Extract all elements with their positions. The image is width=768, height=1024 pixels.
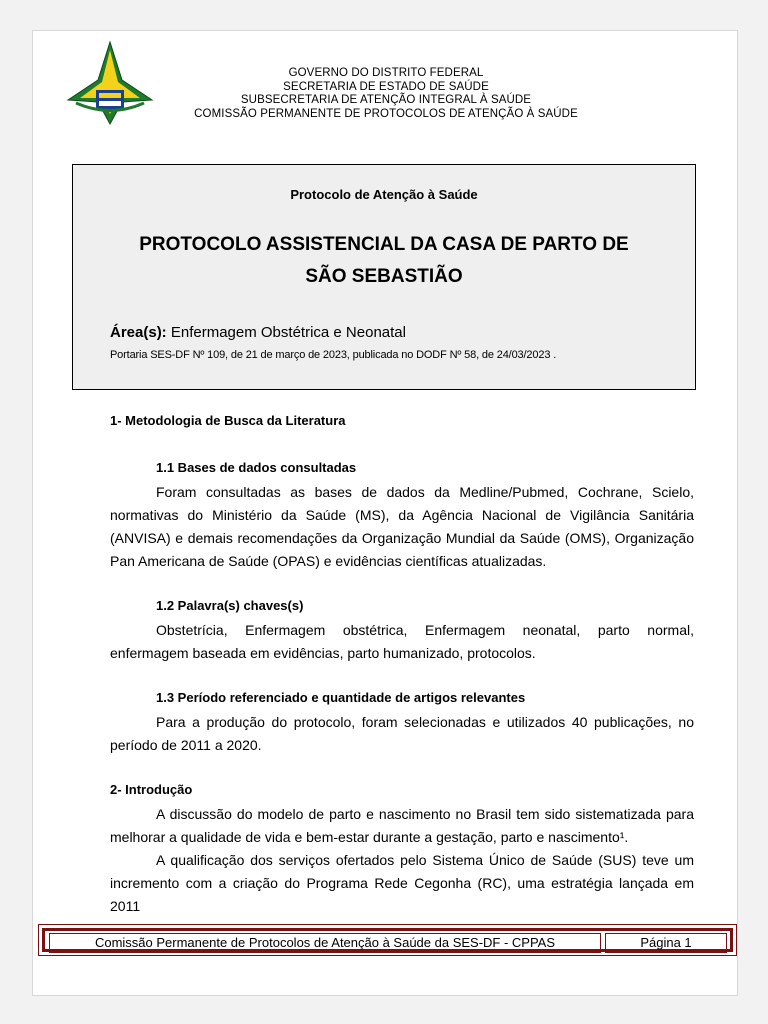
government-header <box>160 67 612 121</box>
protocol-title-line-2: SÃO SEBASTIÃO <box>305 266 463 287</box>
header-line-3: SUBSECRETARIA DE ATENÇÃO INTEGRAL À SAÚDE <box>240 94 532 106</box>
header-line-4: COMISSÃO PERMANENTE DE PROTOCOLOS DE ATENÇÃO À SAÚDE <box>194 107 578 120</box>
header-line-1: GOVERNO DO DISTRITO FEDERAL <box>288 67 484 79</box>
section-1-2-paragraph: Obstetrícia, Enfermagem obstétrica, Enfermagem neonatal, parto normal, enfermagem baseada em evidências, parto humanizado, protocolos. <box>110 622 694 661</box>
protocol-title-box <box>72 164 696 390</box>
header-line-2: SECRETARIA DE ESTADO DE SAÚDE <box>283 80 489 93</box>
section-1-heading: 1- Metodologia de Busca da Literatura <box>110 413 346 428</box>
area-line <box>110 324 406 341</box>
area-label: Área(s): <box>110 324 167 341</box>
footer-commission-label: Comissão Permanente de Protocolos de Atenção à Saúde da SES-DF - CPPAS <box>49 933 601 953</box>
section-2-paragraph-2: A qualificação dos serviços ofertados pelo Sistema Único de Saúde (SUS) teve um incremento com a criação do Programa Rede Cegonha (RC), uma estratégia lançada em 2011 <box>110 852 694 914</box>
section-1-3-heading: 1.3 Período referenciado e quantidade de artigos relevantes <box>156 690 526 705</box>
section-1-1-heading: 1.1 Bases de dados consultadas <box>156 460 357 475</box>
footer-page-number: Página 1 <box>605 933 727 953</box>
section-1-3-paragraph: Para a produção do protocolo, foram selecionadas e utilizados 40 publicações, no período de 2011 a 2020. <box>110 714 694 753</box>
section-1-1-paragraph: Foram consultadas as bases de dados da Medline/Pubmed, Cochrane, Scielo, normativas do Ministério da Saúde (MS), da Agência Nacional de Vigilância Sanitária (ANVISA) e demais recomendações da Organização Mundial da Saúde (OMS), Organização Pan Americana de Saúde (OPAS) e evidências científicas atualizadas. <box>110 484 694 569</box>
protocol-subtitle: Protocolo de Atenção à Saúde <box>290 187 478 202</box>
footer-frame <box>42 928 733 952</box>
portaria-line: Portaria SES-DF Nº 109, de 21 de março de 2023, publicada no DODF Nº 58, de 24/03/2023 . <box>110 349 557 361</box>
protocol-title <box>73 229 695 293</box>
section-2-heading: 2- Introdução <box>110 782 193 797</box>
section-1-2-heading: 1.2 Palavra(s) chaves(s) <box>156 598 304 613</box>
gdf-coat-of-arms-logo <box>66 40 154 126</box>
area-value: Enfermagem Obstétrica e Neonatal <box>166 324 406 341</box>
protocol-title-line-1: PROTOCOLO ASSISTENCIAL DA CASA DE PARTO DE <box>139 234 629 255</box>
section-2-paragraph-1: A discussão do modelo de parto e nascimento no Brasil tem sido sistematizada para melhorar a qualidade de vida e bem-estar durante a gestação, parto e nascimento¹. <box>110 806 694 845</box>
page-footer <box>38 924 737 956</box>
